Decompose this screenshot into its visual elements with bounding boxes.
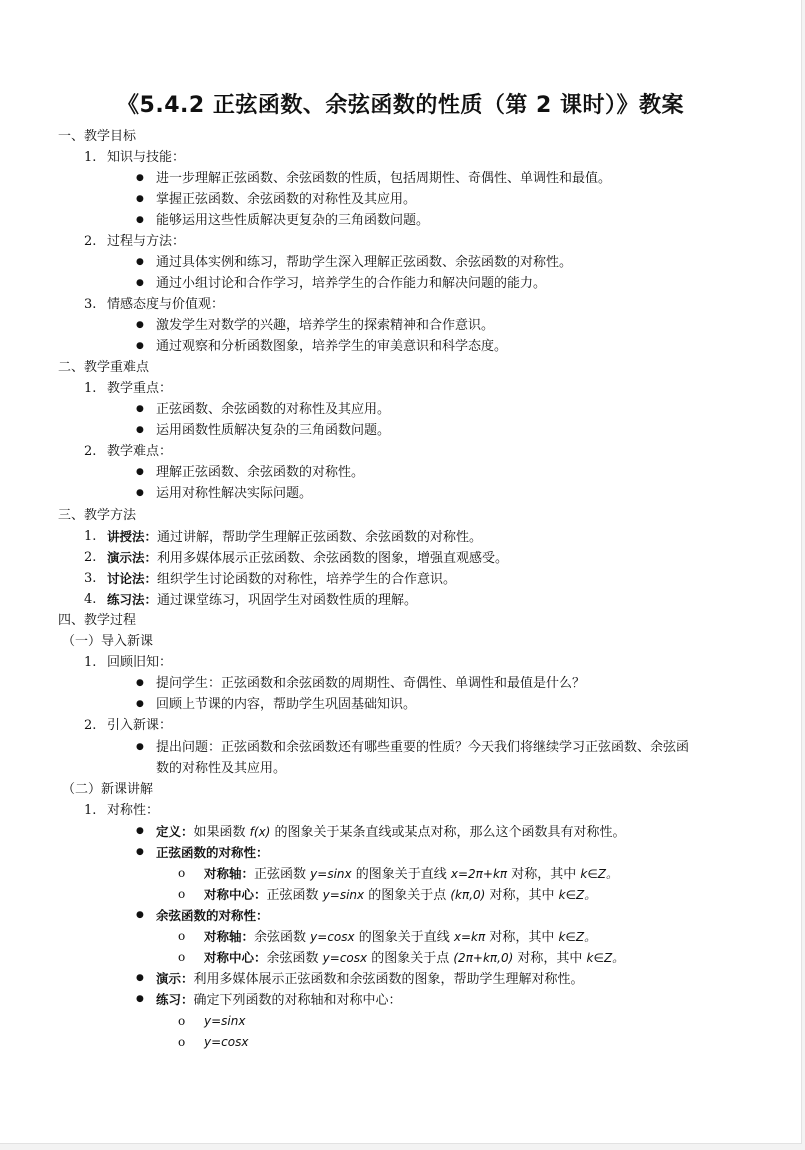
list-item [156, 822, 626, 842]
formula: y=sinx [322, 888, 365, 902]
item-text: 的图象关于点 [367, 951, 454, 966]
item-text: 如果函数 [193, 825, 250, 840]
item-text: 的图象关于直线 [351, 867, 451, 882]
subsection-heading: 引入新课： [107, 718, 173, 733]
bullet-icon: ● [136, 742, 144, 752]
bullet-icon: ● [136, 847, 144, 857]
subsection-heading: 回顾旧知： [107, 655, 173, 670]
list-number: 1. [84, 803, 97, 818]
bullet-icon: ● [136, 257, 144, 267]
circle-bullet-icon: o [178, 1035, 186, 1049]
bullet-icon: ● [136, 488, 144, 498]
bullet-icon: ● [136, 973, 144, 983]
method-text: 利用多媒体展示正弦函数、余弦函数的图象，增强直观感受。 [157, 551, 509, 566]
list-item: 回顾上节课的内容，帮助学生巩固基础知识。 [156, 697, 417, 712]
list-item [204, 885, 596, 905]
list-number: 1. [84, 381, 97, 396]
subsection-title: （二）新课讲解 [62, 782, 154, 797]
list-number: 1. [84, 529, 97, 544]
item-label: 演示： [156, 971, 194, 986]
list-item: 掌握正弦函数、余弦函数的对称性及其应用。 [156, 192, 417, 207]
bullet-icon: ● [136, 425, 144, 435]
method-text: 通过讲解，帮助学生理解正弦函数、余弦函数的对称性。 [157, 530, 483, 545]
item-text: 余弦函数 [266, 951, 323, 966]
list-item [107, 548, 508, 568]
method-label: 讨论法： [107, 571, 158, 586]
list-item [107, 569, 456, 589]
list-item [204, 864, 618, 884]
subsection-heading: 教学重点： [107, 381, 173, 396]
item-label: 正弦函数的对称性： [156, 845, 269, 860]
bullet-icon: ● [136, 215, 144, 225]
page-title: 《5.4.2 正弦函数、余弦函数的性质（第 2 课时）》教案 [117, 93, 684, 118]
list-item: 进一步理解正弦函数、余弦函数的性质，包括周期性、奇偶性、单调性和最值。 [156, 171, 612, 186]
list-number: 2. [84, 718, 97, 733]
list-item: 通过观察和分析函数图象，培养学生的审美意识和科学态度。 [156, 339, 508, 354]
list-item: 激发学生对数学的兴趣，培养学生的探索精神和合作意识。 [156, 318, 495, 333]
subsection-heading: 过程与方法： [107, 234, 186, 249]
formula: y=sinx [310, 867, 352, 881]
bullet-icon: ● [136, 910, 144, 920]
list-number: 1. [84, 150, 97, 165]
subsection-title: （一）导入新课 [62, 634, 154, 649]
bullet-icon: ● [136, 341, 144, 351]
formula: (2π+kπ,0) [453, 951, 514, 965]
list-item [204, 927, 596, 947]
item-label: 对称中心： [204, 950, 267, 965]
item-text: 对称，其中 [485, 888, 559, 903]
list-item: 能够运用这些性质解决更复杂的三角函数问题。 [156, 213, 430, 228]
list-item: 运用对称性解决实际问题。 [156, 486, 313, 501]
list-number: 1. [84, 655, 97, 670]
item-label: 对称轴： [204, 929, 255, 944]
list-number: 4. [84, 592, 97, 607]
section-heading: 一、教学目标 [58, 129, 137, 144]
formula: x=kπ [453, 930, 486, 944]
method-label: 讲授法： [107, 529, 158, 544]
section-heading: 三、教学方法 [58, 508, 137, 523]
item-text: 确定下列函数的对称轴和对称中心： [193, 993, 402, 1008]
subsection-heading: 教学难点： [107, 444, 173, 459]
bullet-icon: ● [136, 278, 144, 288]
exercise-item [204, 1012, 245, 1031]
circle-bullet-icon: o [178, 929, 186, 943]
subsection-heading: 知识与技能： [107, 150, 186, 165]
list-item [156, 990, 402, 1010]
list-item [156, 906, 269, 926]
formula: k∈Z。 [558, 888, 597, 902]
item-label: 练习： [156, 992, 194, 1007]
list-item [204, 948, 624, 968]
list-item: 正弦函数、余弦函数的对称性及其应用。 [156, 402, 391, 417]
bullet-icon: ● [136, 678, 144, 688]
method-text: 组织学生讨论函数的对称性，培养学生的合作意识。 [157, 572, 457, 587]
circle-bullet-icon: o [178, 950, 186, 964]
list-item [107, 590, 417, 610]
list-number: 2. [84, 550, 97, 565]
list-number: 2. [84, 444, 97, 459]
bullet-icon: ● [136, 826, 144, 836]
formula: k∈Z。 [580, 867, 619, 881]
bullet-icon: ● [136, 194, 144, 204]
item-text: 的图象关于某条直线或某点对称，那么这个函数具有对称性。 [270, 825, 626, 840]
formula: k∈Z。 [558, 930, 597, 944]
bullet-icon: ● [136, 173, 144, 183]
bullet-icon: ● [136, 320, 144, 330]
list-item: 通过小组讨论和合作学习，培养学生的合作能力和解决问题的能力。 [156, 276, 547, 291]
formula: y=sinx [204, 1014, 246, 1028]
list-item [156, 843, 269, 863]
bullet-icon: ● [136, 467, 144, 477]
bullet-icon: ● [136, 404, 144, 414]
item-text: 对称，其中 [513, 951, 587, 966]
list-item [156, 969, 584, 989]
list-number: 2. [84, 234, 97, 249]
list-item: 提问学生：正弦函数和余弦函数的周期性、奇偶性、单调性和最值是什么？ [156, 676, 586, 691]
exercise-item [204, 1033, 248, 1052]
formula: (kπ,0) [450, 888, 486, 902]
subsection-heading: 对称性： [107, 803, 160, 818]
item-label: 对称中心： [204, 887, 267, 902]
circle-bullet-icon: o [178, 1014, 186, 1028]
list-item: 提出问题：正弦函数和余弦函数还有哪些重要的性质？今天我们将继续学习正弦函数、余弦函 [156, 740, 690, 755]
list-item-continued: 数的对称性及其应用。 [156, 761, 287, 776]
subsection-heading: 情感态度与价值观： [107, 297, 225, 312]
list-item: 理解正弦函数、余弦函数的对称性。 [156, 465, 365, 480]
method-label: 演示法： [107, 550, 158, 565]
list-item: 运用函数性质解决复杂的三角函数问题。 [156, 423, 391, 438]
method-label: 练习法： [107, 592, 158, 607]
method-text: 通过课堂练习，巩固学生对函数性质的理解。 [157, 593, 418, 608]
formula: f(x) [249, 825, 271, 839]
bullet-icon: ● [136, 994, 144, 1004]
circle-bullet-icon: o [178, 866, 186, 880]
formula: y=cosx [204, 1035, 249, 1049]
bullet-icon: ● [136, 699, 144, 709]
item-text: 对称，其中 [507, 867, 581, 882]
circle-bullet-icon: o [178, 887, 186, 901]
list-number: 3. [84, 297, 97, 312]
section-heading: 二、教学重难点 [58, 360, 150, 375]
item-label: 对称轴： [204, 866, 255, 881]
item-text: 正弦函数 [254, 867, 311, 882]
item-text: 对称，其中 [485, 930, 559, 945]
item-text: 余弦函数 [254, 930, 311, 945]
list-number: 3. [84, 571, 97, 586]
item-text: 正弦函数 [266, 888, 323, 903]
formula: y=cosx [310, 930, 355, 944]
list-item [107, 527, 482, 547]
formula: y=cosx [322, 951, 368, 965]
item-text: 利用多媒体展示正弦函数和余弦函数的图象，帮助学生理解对称性。 [193, 972, 584, 987]
list-item: 通过具体实例和练习，帮助学生深入理解正弦函数、余弦函数的对称性。 [156, 255, 573, 270]
formula: k∈Z。 [586, 951, 625, 965]
item-label: 定义： [156, 824, 194, 839]
section-heading: 四、教学过程 [58, 613, 137, 628]
item-text: 的图象关于点 [364, 888, 451, 903]
item-label: 余弦函数的对称性： [156, 908, 269, 923]
formula: x=2π+kπ [450, 867, 508, 881]
item-text: 的图象关于直线 [354, 930, 454, 945]
